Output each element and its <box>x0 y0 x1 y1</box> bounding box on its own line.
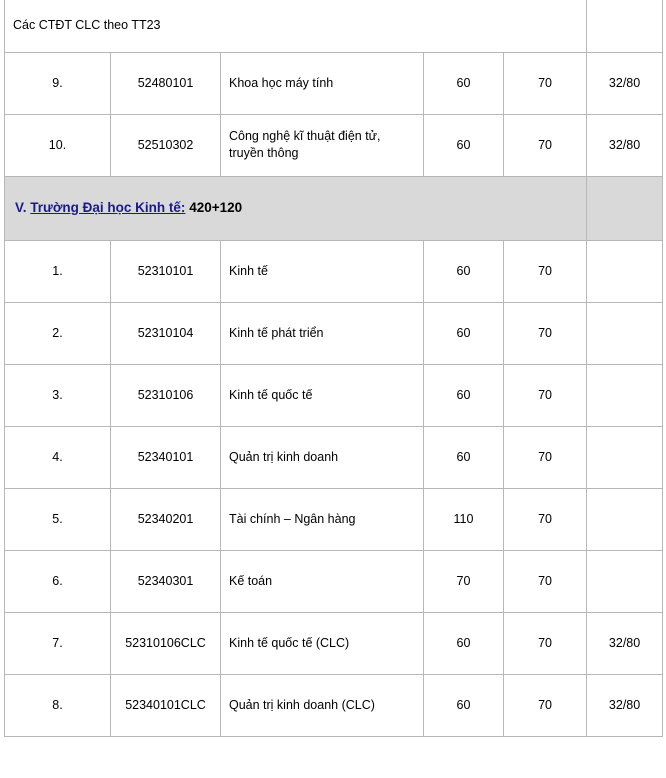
row-ratio <box>587 240 663 302</box>
row-number: 2. <box>5 302 111 364</box>
row-score: 70 <box>504 114 587 176</box>
row-number: 10. <box>5 114 111 176</box>
row-ratio <box>587 302 663 364</box>
row-major-code: 52340201 <box>111 488 221 550</box>
row-major-name: Kinh tế quốc tế (CLC) <box>221 612 424 674</box>
row-number: 7. <box>5 612 111 674</box>
row-quota: 60 <box>424 302 504 364</box>
row-ratio: 32/80 <box>587 52 663 114</box>
row-number: 6. <box>5 550 111 612</box>
row-ratio <box>587 550 663 612</box>
row-ratio <box>587 364 663 426</box>
row-score: 70 <box>504 52 587 114</box>
row-major-name: Quản trị kinh doanh <box>221 426 424 488</box>
row-major-code: 52310106 <box>111 364 221 426</box>
top-note-text: Các CTĐT CLC theo TT23 <box>5 0 587 52</box>
table-row-note <box>5 0 663 52</box>
top-note-empty-cell <box>587 0 663 52</box>
table-row <box>5 674 663 736</box>
row-major-name: Kinh tế <box>221 240 424 302</box>
row-major-code: 52510302 <box>111 114 221 176</box>
table-row <box>5 612 663 674</box>
section-title[interactable]: Trường Đại học Kinh tế: <box>30 199 186 215</box>
row-ratio: 32/80 <box>587 612 663 674</box>
row-quota: 60 <box>424 52 504 114</box>
section-header-empty-cell <box>587 176 663 240</box>
row-quota: 60 <box>424 364 504 426</box>
section-count: 420+120 <box>189 199 243 215</box>
row-ratio: 32/80 <box>587 674 663 736</box>
row-number: 4. <box>5 426 111 488</box>
row-major-code: 52340101 <box>111 426 221 488</box>
row-score: 70 <box>504 488 587 550</box>
row-score: 70 <box>504 426 587 488</box>
row-major-name: Kinh tế quốc tế <box>221 364 424 426</box>
table-row <box>5 240 663 302</box>
row-quota: 60 <box>424 612 504 674</box>
row-score: 70 <box>504 240 587 302</box>
row-number: 5. <box>5 488 111 550</box>
row-major-code: 52310101 <box>111 240 221 302</box>
row-score: 70 <box>504 674 587 736</box>
row-number: 9. <box>5 52 111 114</box>
admission-table <box>4 0 663 737</box>
row-major-code: 52340101CLC <box>111 674 221 736</box>
row-score: 70 <box>504 364 587 426</box>
row-major-code: 52310106CLC <box>111 612 221 674</box>
row-score: 70 <box>504 550 587 612</box>
table-row <box>5 426 663 488</box>
table-row <box>5 550 663 612</box>
row-major-name: Công nghệ kĩ thuật điện tử, truyền thông <box>221 114 424 176</box>
section-header-label <box>5 176 587 240</box>
row-ratio <box>587 426 663 488</box>
table-row <box>5 114 663 176</box>
row-major-code: 52480101 <box>111 52 221 114</box>
row-score: 70 <box>504 612 587 674</box>
row-major-name: Quản trị kinh doanh (CLC) <box>221 674 424 736</box>
row-ratio <box>587 488 663 550</box>
row-major-name: Kinh tế phát triển <box>221 302 424 364</box>
row-major-code: 52340301 <box>111 550 221 612</box>
table-row <box>5 302 663 364</box>
row-number: 3. <box>5 364 111 426</box>
section-header-row <box>5 176 663 240</box>
row-quota: 60 <box>424 114 504 176</box>
row-major-name: Kế toán <box>221 550 424 612</box>
row-quota: 110 <box>424 488 504 550</box>
row-quota: 60 <box>424 674 504 736</box>
row-quota: 60 <box>424 426 504 488</box>
table-row <box>5 364 663 426</box>
row-score: 70 <box>504 302 587 364</box>
row-quota: 60 <box>424 240 504 302</box>
row-quota: 70 <box>424 550 504 612</box>
row-major-code: 52310104 <box>111 302 221 364</box>
row-major-name: Khoa học máy tính <box>221 52 424 114</box>
row-major-name: Tài chính – Ngân hàng <box>221 488 424 550</box>
row-ratio: 32/80 <box>587 114 663 176</box>
row-number: 1. <box>5 240 111 302</box>
table-row <box>5 52 663 114</box>
row-number: 8. <box>5 674 111 736</box>
table-row <box>5 488 663 550</box>
section-roman-numeral: V. <box>15 199 27 215</box>
